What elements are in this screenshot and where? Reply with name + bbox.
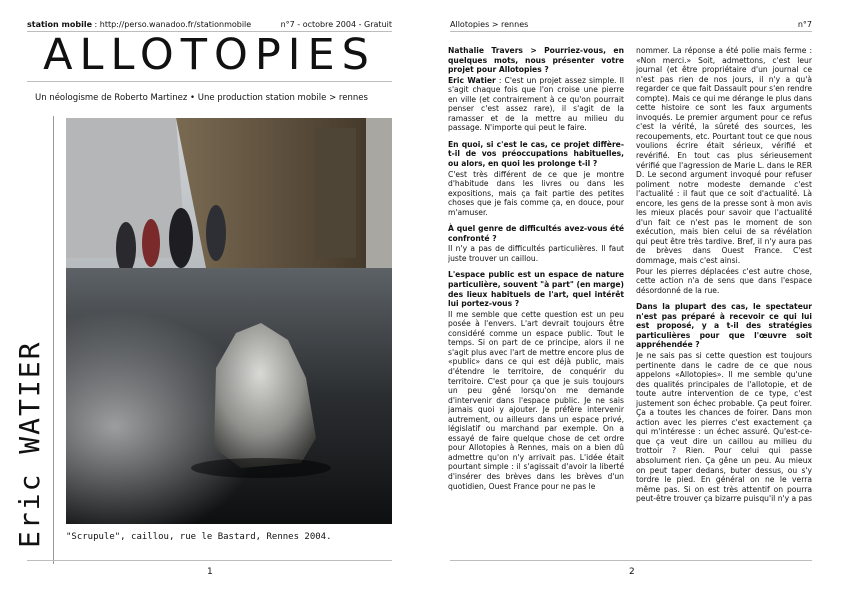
question: À quel genre de difficultés avez-vous été confronté ? [448,224,624,243]
author-name-vertical: Eric WATIER [13,340,46,548]
page1-header-right: n°7 - octobre 2004 - Gratuit [280,20,392,29]
page2-header-right: n°7 [797,20,812,29]
question: Dans la plupart des cas, le spectateur n'est pas préparé à recevoir ce qui lui est proposé, y a t-il des stratégies particulières pour que l'œuvre soit appréhendée ? [636,302,812,350]
answer: Il me semble que cette question est un peu posée à l'envers. L'art devrait toujours être considéré comme un espace public. Tout le temps. Si on part de ce principe, alors il ne s'agit plus avec l'art de mettre encore plus de «public» dans ce qui est déjà public, mais d'étendre le territoire, de conquérir du territoire. C'est pour ça que je suis toujours un peu gêné lorsqu'on me demande d'intervenir dans l'espace public. Je ne sais jamais quoi y ajouter. Je préfère intervenir autrement, ou ailleurs dans un espace privé, législatif ou marchand par exemple. On a essayé de faire quelque chose de cet ordre pour Allotopies à Rennes, mais on a bien dû admettre qu'on n'y arrivait pas. L'idée était pourtant simple : il s'agissait d'avoir la liberté d'insérer des brèves dans les brèves d'un quotidien, Ouest France pour ne pas le [448,309,624,491]
answer-text: : C'est un projet assez simple. Il s'agit chaque fois que l'on croise une pierre en ville (et contrairement à ce qu'on pourrait penser c'est assez rare), il s'agit de la ramasser et de la mettre au milieu du passage. N'importe qui peut le faire. [448,75,624,133]
publisher-url: : http://perso.wanadoo.fr/stationmobile [92,20,252,29]
answer: C'est très différent de ce que je montre d'habitude dans les livres ou dans les expositions, mais ça fait partie des petites choses que je fais comme ça, en douce, pour m'amuser. [448,169,624,217]
photo-caption: "Scrupule", caillou, rue le Bastard, Rennes 2004. [66,532,332,542]
stone-photo-illustration [66,118,392,524]
page2-footer-rule [450,560,812,561]
footer-rule [27,560,392,561]
page2-header-rule [450,31,812,32]
answer: Je ne sais pas si cette question est toujours pertinente dans le cadre de ce que nous appelons «Allotopies». Il me semble qu'une des qualités principales de l'allotopie, et de toute autre intervention de ce type, c'est justement son échec probable. Ça peut foirer. Ça a toutes les chances de foirer. Dans mon action avec les pierres c'est exactement ça qui m'intéresse : un échec assuré. Qu'est-ce-que ça veut dire un caillou au milieu du trottoir ? Rien. Pour celui qui passe absolument rien. Ça gêne un peu. Au mieux on peut taper dedans, buter dessus, ou s'y tordre le pied. En général on ne le verra même pas. Si on est très attentif on pourra peut-être trouver ça bizarre puisqu'il n'y a pas [636,350,812,504]
interview-column-1 [448,46,624,556]
page-number-1: 1 [207,567,213,577]
interview-column-2 [636,46,812,556]
masthead-rule [27,81,392,82]
question: L'espace public est un espace de nature particulière, souvent "à part" (en marge) des lieux habituels de l'art, quel intérêt lui portez-vous ? [448,270,624,309]
answer [448,76,624,133]
tagline: Un néologisme de Roberto Martinez • Une production station mobile > rennes [35,93,368,103]
answer: nommer. La réponse a été polie mais ferme : «Non merci.» Soit, admettons, c'est leur journal (et être propriétaire d'un journal ce n'est pas rien de nos jours, il n'y a qu'à regarder ce que fait Dassault pour s'en rendre compte). Mais ce qui me dérange le plus dans cette histoire ce sont les faux arguments invoqués. Le premier argument pour ce refus c'est la vérité, la sûreté des sources, les recoupements, etc. Pourtant tout ce que nous voulions écrire était sérieux, vérifié et revérifié. En tout cas plus sérieusement vérifié que l'agression de Marie L. dans le RER D. Le second argument invoqué pour refuser poliment notre modeste demande c'est l'actualité : il faut que ce soit d'actualité. Là encore, les gens de la presse sont à mon avis les mieux placés pour savoir que l'actualité d'un fait ce n'est pas le moment de son exécution, mais bien celui de sa révélation qui peut être très tardive. Bref, il n'y aura pas de brèves dans Ouest France. C'est dommage, mais c'est ainsi. [636,46,812,266]
page1-header-left [27,20,251,29]
question: Nathalie Travers > Pourriez-vous, en quelques mots, nous présenter votre projet pour Allotopies ? [448,46,624,75]
stone-photograph [66,118,392,524]
publisher-name: station mobile [27,20,92,29]
page2-header-left: Allotopies > rennes [450,20,529,29]
vertical-rule [53,116,54,564]
page-number-2: 2 [629,567,635,577]
page-2 [421,0,842,595]
answer: Il n'y a pas de difficultés particulières. Il faut juste trouver un caillou. [448,244,624,263]
masthead-title: ALLOTOPIES [43,30,376,80]
question: En quoi, si c'est le cas, ce projet diffère-t-il de vos préoccupations habituelles, ou alors, en quoi les prolonge t-il ? [448,139,624,169]
answer: Pour les pierres déplacées c'est autre chose, cette action n'a de sens que dans l'espace désordonné de la rue. [636,266,812,295]
answer-speaker: Eric Watier [448,75,496,85]
